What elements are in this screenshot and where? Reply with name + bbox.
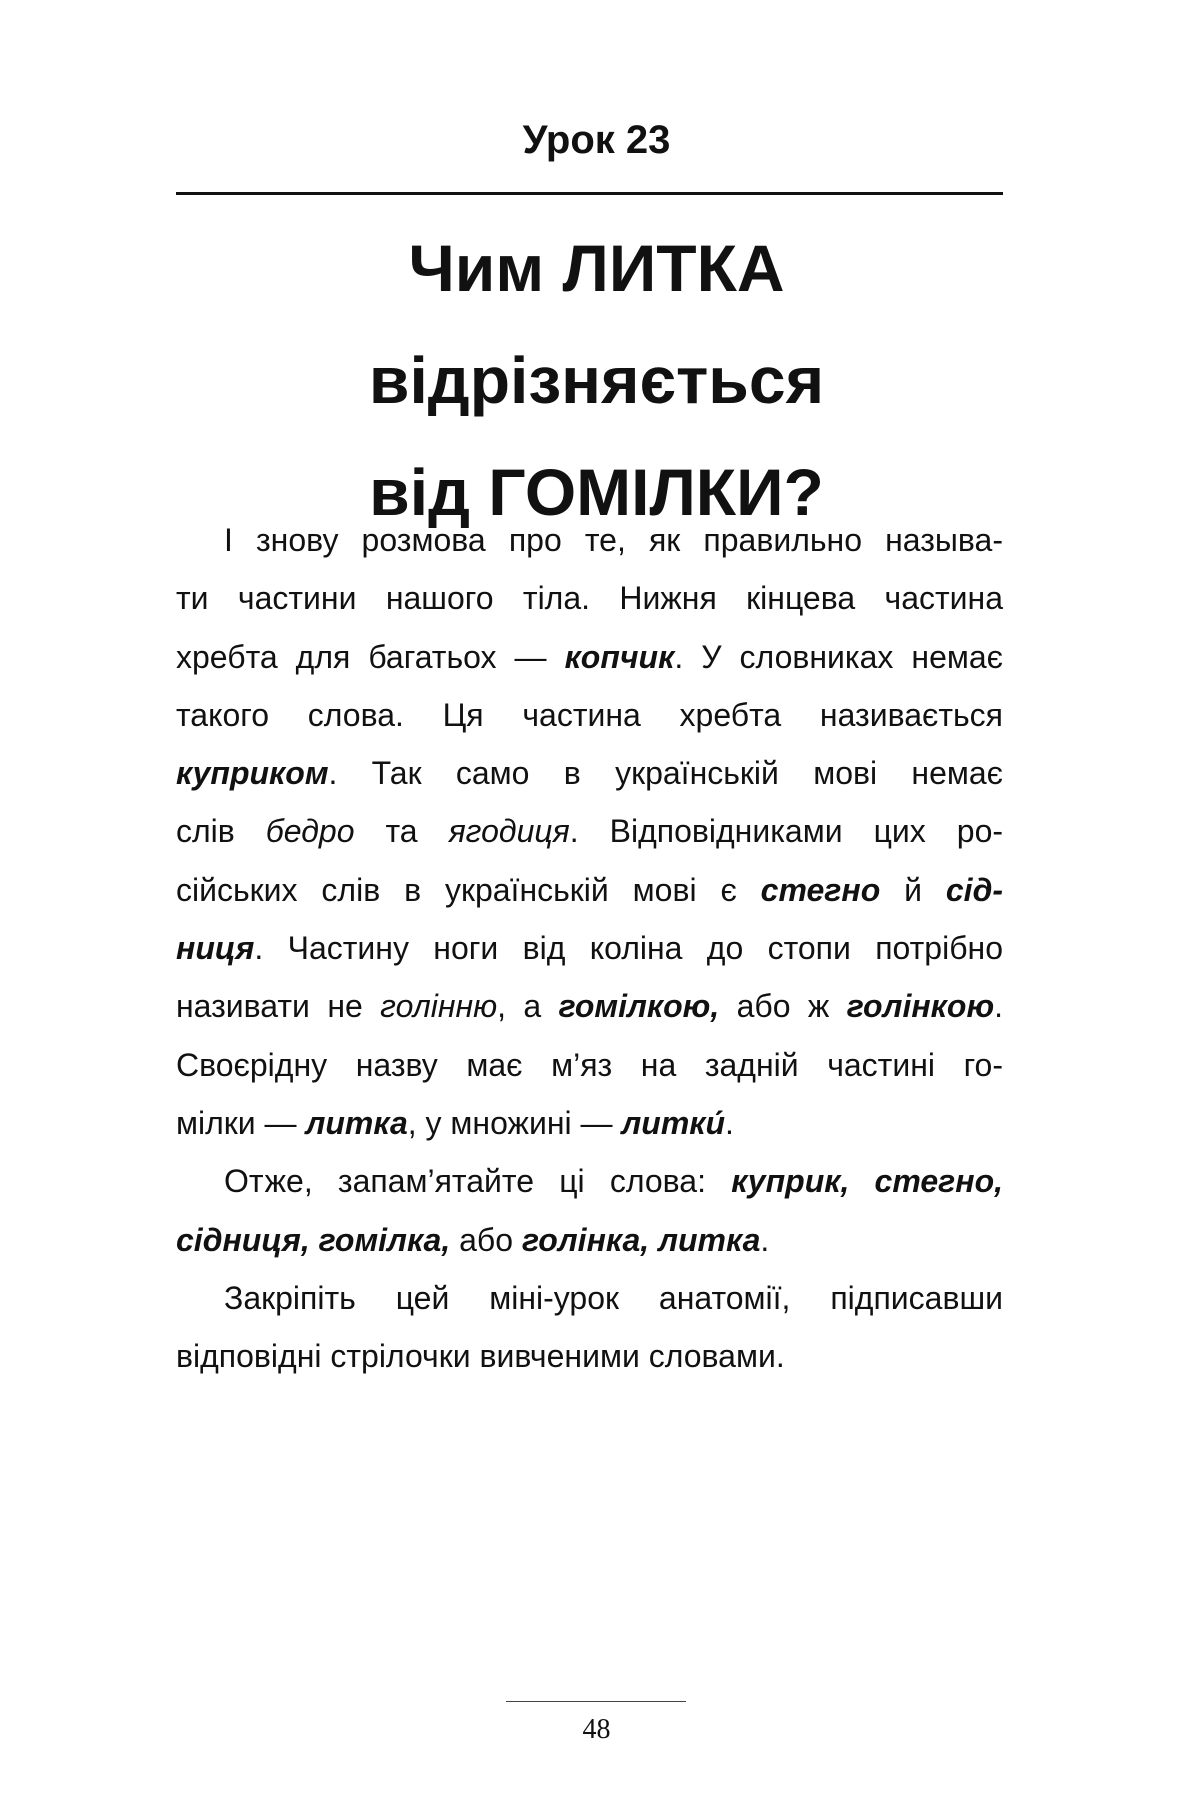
p2-row-2 [176,1211,1003,1269]
text-run: сійських слів в українській мові є [176,871,761,908]
p1-row-10: Своєрідну назву має м’яз на задній частині го- [176,1046,1003,1083]
p1-row-4: такого слова. Ця частина хребта називається [176,696,1003,733]
text-run: або ж [719,988,847,1025]
text-run: . [725,1104,734,1141]
term-sidnytsya-part1: сід- [945,871,1003,908]
text-run: називати не [176,988,381,1025]
p1-row-5 [176,744,1003,802]
p1-row-6 [176,802,1003,860]
p2-row-1 [176,1152,1003,1210]
text-run: й [880,871,946,908]
lesson-label: Урок 23 [522,118,671,162]
text-run: . Частину ноги від коліна до стопи потрібно [254,930,1003,967]
p3-row-1: Закріпіть цей міні-урок анатомії, підписавши [224,1279,1003,1316]
text-run: . У словниках немає [674,638,1004,675]
p1-row-2: ти частини нашого тіла. Нижня кінцева частина [176,580,1003,617]
text-run: або [450,1221,522,1258]
text-run: , у множині — [407,1104,622,1141]
text-run: . Відповідниками цих ро- [569,813,1004,850]
page-title [0,212,1193,548]
text-run: слів [176,813,266,850]
term-sidnytsya-part2: ниця [176,930,255,967]
p3-row-2: відповідні стрілочки вивченими словами. [176,1338,785,1375]
page-number: 48 [582,1714,611,1745]
term-lytka: литка [305,1104,408,1141]
term-kopchyk: копчик [564,638,675,675]
text-run: . [760,1221,770,1258]
term-holinkoyu: голінкою [846,988,995,1025]
body-text [176,511,1003,1385]
text-run: . [994,988,1003,1025]
p1-row-8 [176,919,1003,977]
p1-row-7 [176,861,1003,919]
title-line-2: відрізняється [368,343,825,417]
term-bedro: бедро [265,813,355,850]
terms-group-3: голінка, литка [521,1221,761,1258]
text-run: хребта для багатьох — [176,638,565,675]
term-holinnyu: голінню [380,988,498,1025]
term-homilkoyu: гомілкою, [558,988,720,1025]
title-divider [176,192,1003,195]
terms-group-2: сідниця, гомілка, [176,1221,451,1258]
term-stegno: стегно [760,871,881,908]
title-line-3: від ГОМІЛКИ? [369,455,824,529]
text-run: Отже, запам’ятайте ці слова: [224,1163,732,1200]
p1-row-3 [176,628,1003,686]
p1-row-9 [176,977,1003,1035]
text-run: мілки — [176,1104,306,1141]
footer-divider [506,1701,686,1702]
title-line-1: Чим ЛИТКА [408,231,785,305]
text-run: , а [497,988,559,1025]
term-yagodytsya: ягодиця [448,813,570,850]
term-kupryk: куприком [176,755,329,792]
term-lytky: литки́ [621,1104,726,1141]
terms-group-1: куприк, стегно, [731,1163,1004,1200]
text-run: . Так само в українській мові немає [328,755,1003,792]
text-run: та [354,813,449,850]
p1-row-11 [176,1094,1003,1152]
p1-row-1: І знову розмова про те, як правильно называ- [224,522,1003,558]
